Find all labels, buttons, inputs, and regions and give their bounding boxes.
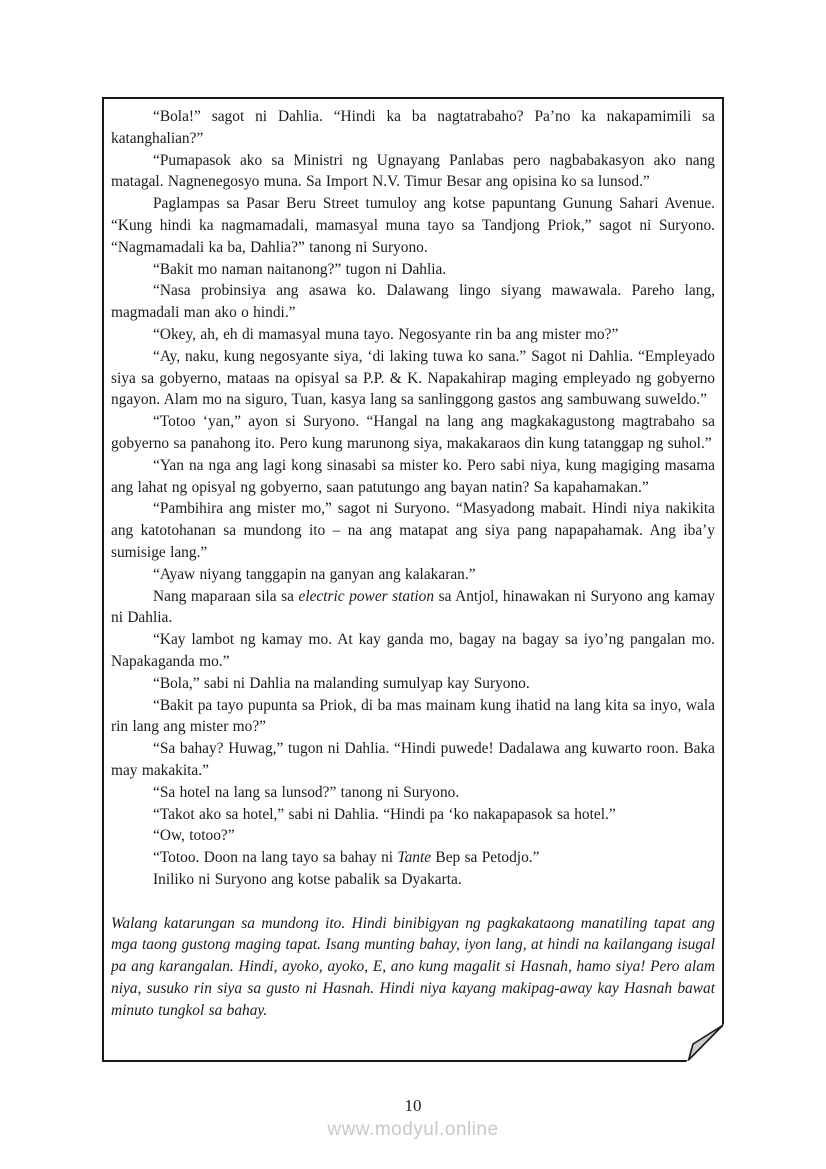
body-paragraph: “Sa hotel na lang sa lunsod?” tanong ni Suryono. [153, 783, 460, 801]
body-paragraph: “Pumapasok ako sa Ministri ng Ugnayang Panlabas pero nagbabakasyon ako nang matagal. Nagnenegosyo muna. Sa Import N.V. Timur Besar ang opisina ko sa lunsod.” [111, 151, 715, 191]
body-paragraph: “Bakit pa tayo pupunta sa Priok, di ba mas mainam kung ihatid na lang kita sa inyo, wala rin lang ang mister mo?” [111, 696, 715, 736]
body-paragraph: “Pambihira ang mister mo,” sagot ni Suryono. “Masyadong mabait. Hindi niya nakikita ang katotohanan sa mundong ito – na ang matapat ang siya pang napapahamak. Ang iba’y sumisige lang.” [111, 500, 715, 561]
body-paragraph: “Yan na nga ang lagi kong sinasabi sa mister ko. Pero sabi niya, kung magiging masama ang lahat ng opisyal ng gobyerno, saan patutungo ang bayan natin? Sa kapahamakan.” [111, 456, 715, 496]
body-paragraph: “Kay lambot ng kamay mo. At kay ganda mo, bagay na bagay sa iyo’ng pangalan mo. Napakaganda mo.” [111, 631, 715, 670]
body-paragraph: “Ow, totoo?” [153, 827, 235, 845]
watermark: www.modyul.online [327, 1119, 499, 1140]
body-paragraph: “Bola!” sagot ni Dahlia. “Hindi ka ba nagtatrabaho? Pa’no ka nakapamimili sa katanghalian?” [111, 108, 715, 147]
body-paragraph: “Totoo ‘yan,” ayon si Suryono. “Hangal na lang ang magkakagustong magtrabaho sa gobyerno sa panahong ito. Pero kung marunong siya, makakaraos din kung tatanggap ng suhol.” [111, 413, 715, 452]
body-paragraph: “Totoo. Doon na lang tayo sa bahay ni Tante Bep sa Petodjo.” [153, 849, 540, 867]
body-paragraph: Nang maparaan sila sa electric power station sa Antjol, hinawakan ni Suryono ang kamay ni Dahlia. [111, 587, 716, 627]
body-paragraph: “Takot ako sa hotel,” sabi ni Dahlia. “Hindi pa ‘ko nakapapasok sa hotel.” [153, 805, 616, 823]
page-number: 10 [404, 1096, 422, 1115]
body-paragraph: “Bakit mo naman naitanong?” tugon ni Dahlia. [153, 260, 447, 278]
page-curl-icon [684, 1022, 724, 1062]
body-paragraph: “Nasa probinsiya ang asawa ko. Dalawang lingo siyang mawawala. Pareho lang, magmadali man ako o hindi.” [111, 282, 715, 322]
monologue-paragraph: Walang katarungan sa mundong ito. Hindi binibigyan ng pagkakataong manatiling tapat ang mga taong gustong maging tapat. Isang munting bahay, iyon lang, at hindi na kailangang isugal pa ang karangalan. Hindi, ayoko, ayoko, E, ano kung magalit si Hasnah, hamo siya! Pero alam niya, susuko rin siya sa gusto ni Hasnah. Hindi niya kayang makipag-away kay Hasnah bawat minuto tungkol sa bahay. [111, 914, 715, 1019]
body-paragraph: “Ayaw niyang tanggapin na ganyan ang kalakaran.” [153, 565, 476, 583]
body-paragraph: “Bola,” sabi ni Dahlia na malanding sumulyap kay Suryono. [153, 674, 530, 692]
body-text-container [104, 99, 722, 1060]
body-paragraph: Paglampas sa Pasar Beru Street tumuloy ang kotse papuntang Gunung Sahari Avenue. “Kung hindi ka nagmamadali, mamasyal muna tayo sa Tandjong Priok,” sagot ni Suryono. “Nagmamadali ka ba, Dahlia?” tanong ni Suryono. [111, 195, 715, 256]
body-paragraph: “Okey, ah, eh di mamasyal muna tayo. Negosyante rin ba ang mister mo?” [153, 325, 619, 343]
body-paragraph: Iniliko ni Suryono ang kotse pabalik sa Dyakarta. [153, 870, 462, 888]
body-paragraph: “Ay, naku, kung negosyante siya, ‘di laking tuwa ko sana.” Sagot ni Dahlia. “Empleyado siya sa gobyerno, mataas na opisyal sa P.P. & K. Napakahirap maging empleyado ng gobyerno ngayon. Alam mo na siguro, Tuan, kasya lang sa sanlinggong gastos ang sambuwang suweldo.” [111, 347, 715, 409]
body-paragraph: “Sa bahay? Huwag,” tugon ni Dahlia. “Hindi puwede! Dadalawa ang kuwarto roon. Baka may makakita.” [111, 740, 715, 779]
text-frame [102, 97, 724, 1062]
